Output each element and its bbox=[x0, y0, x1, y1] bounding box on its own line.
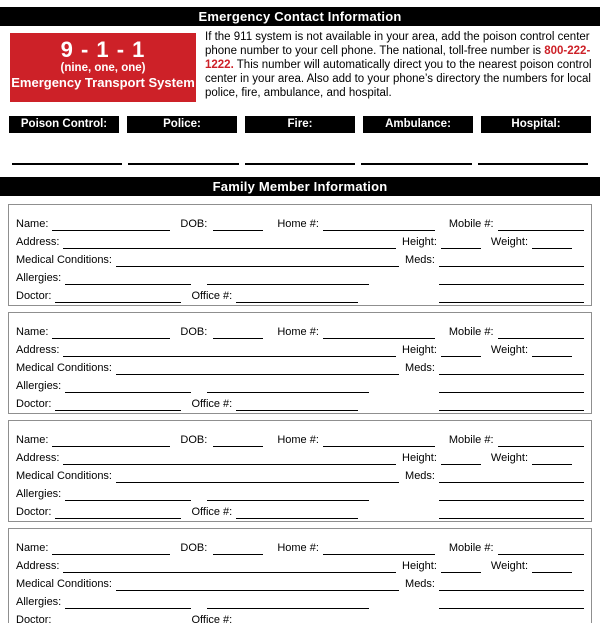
name-label: Name: bbox=[16, 326, 49, 338]
contact-label-police: Police: bbox=[127, 116, 237, 133]
meds-blank-line bbox=[439, 470, 584, 483]
height-label: Height: bbox=[402, 344, 437, 356]
family-row-3 bbox=[16, 465, 584, 483]
family-row-5 bbox=[16, 393, 584, 411]
mobile-number-label: Mobile #: bbox=[448, 542, 494, 554]
meds-label: Meds: bbox=[405, 254, 435, 266]
medical-conditions-blank-line bbox=[116, 470, 399, 483]
office-number-label: Office #: bbox=[191, 398, 233, 410]
weight-label: Weight: bbox=[490, 560, 528, 572]
weight-label: Weight: bbox=[490, 452, 528, 464]
address-label: Address: bbox=[16, 452, 60, 464]
address-blank-line bbox=[63, 452, 396, 465]
family-row-1 bbox=[16, 537, 584, 555]
height-blank-line bbox=[441, 560, 481, 573]
family-member-list bbox=[0, 204, 600, 623]
name-blank-line bbox=[52, 434, 170, 447]
contact-label-hospital: Hospital: bbox=[481, 116, 591, 133]
home-number-blank-line bbox=[323, 434, 435, 447]
office-number-blank-line bbox=[236, 290, 358, 303]
dob-label: DOB: bbox=[180, 218, 208, 230]
medical-conditions-label: Medical Conditions: bbox=[16, 254, 112, 266]
meds-continued-blank-line bbox=[439, 596, 584, 609]
contact-label-poison-control: Poison Control: bbox=[9, 116, 119, 133]
height-blank-line bbox=[441, 344, 481, 357]
intro-text-before: If the 911 system is not available in your area, add the poison control center phone number to your cell phone. The national, toll-free number is bbox=[205, 31, 590, 57]
height-blank-line bbox=[441, 452, 481, 465]
family-member-box bbox=[8, 420, 592, 522]
dob-blank-line bbox=[213, 326, 263, 339]
contact-labels-row bbox=[9, 116, 591, 133]
meds-blank-line bbox=[439, 254, 584, 267]
ambulance-blank-line bbox=[361, 161, 471, 165]
weight-blank-line bbox=[532, 560, 572, 573]
address-label: Address: bbox=[16, 344, 60, 356]
dob-blank-line bbox=[213, 542, 263, 555]
allergies-label: Allergies: bbox=[16, 488, 62, 500]
contact-label-ambulance: Ambulance: bbox=[363, 116, 473, 133]
office-number-label: Office #: bbox=[191, 290, 233, 302]
home-number-blank-line bbox=[323, 542, 435, 555]
weight-blank-line bbox=[532, 452, 572, 465]
family-row-5 bbox=[16, 285, 584, 303]
allergies-continued-blank-line bbox=[207, 596, 369, 609]
family-row-1 bbox=[16, 321, 584, 339]
family-row-4 bbox=[16, 267, 584, 285]
meds-continued-blank-line bbox=[439, 380, 584, 393]
weight-blank-line bbox=[532, 344, 572, 357]
allergies-continued-blank-line bbox=[207, 272, 369, 285]
doctor-label: Doctor: bbox=[16, 614, 52, 623]
office-number-blank-line bbox=[236, 398, 358, 411]
weight-label: Weight: bbox=[490, 236, 528, 248]
dob-label: DOB: bbox=[180, 326, 208, 338]
family-member-box bbox=[8, 312, 592, 414]
medical-conditions-label: Medical Conditions: bbox=[16, 578, 112, 590]
height-label: Height: bbox=[402, 452, 437, 464]
intro-text-after: This number will automatically direct you to the nearest poison control center in your area. Also add to your phone’s directory the numbers for local police, fire, ambulance, and hospital. bbox=[205, 59, 592, 99]
medical-conditions-label: Medical Conditions: bbox=[16, 470, 112, 482]
family-row-5 bbox=[16, 609, 584, 623]
home-number-label: Home #: bbox=[277, 542, 319, 554]
dob-label: DOB: bbox=[180, 434, 208, 446]
intro-paragraph bbox=[205, 30, 595, 100]
section-header-family-member: Family Member Information bbox=[0, 177, 600, 196]
height-label: Height: bbox=[402, 560, 437, 572]
911-caption: (nine, one, one) bbox=[60, 62, 146, 74]
home-number-blank-line bbox=[323, 218, 435, 231]
allergies-blank-line bbox=[65, 272, 191, 285]
name-blank-line bbox=[52, 326, 170, 339]
family-row-4 bbox=[16, 591, 584, 609]
mobile-number-label: Mobile #: bbox=[448, 218, 494, 230]
name-blank-line bbox=[52, 218, 170, 231]
home-number-label: Home #: bbox=[277, 434, 319, 446]
fire-blank-line bbox=[245, 161, 355, 165]
doctor-label: Doctor: bbox=[16, 506, 52, 518]
police-blank-line bbox=[128, 161, 238, 165]
mobile-number-blank-line bbox=[498, 326, 584, 339]
family-member-box bbox=[8, 528, 592, 623]
name-blank-line bbox=[52, 542, 170, 555]
emergency-911-panel bbox=[10, 33, 196, 102]
allergies-continued-blank-line bbox=[207, 380, 369, 393]
top-row bbox=[10, 33, 595, 102]
mobile-number-blank-line bbox=[498, 434, 584, 447]
address-label: Address: bbox=[16, 236, 60, 248]
weight-label: Weight: bbox=[490, 344, 528, 356]
medical-conditions-blank-line bbox=[116, 578, 399, 591]
dob-label: DOB: bbox=[180, 542, 208, 554]
medical-conditions-blank-line bbox=[116, 362, 399, 375]
dob-blank-line bbox=[213, 218, 263, 231]
meds-label: Meds: bbox=[405, 362, 435, 374]
height-blank-line bbox=[441, 236, 481, 249]
mobile-number-blank-line bbox=[498, 218, 584, 231]
name-label: Name: bbox=[16, 218, 49, 230]
allergies-blank-line bbox=[65, 380, 191, 393]
911-number: 9 - 1 - 1 bbox=[60, 37, 146, 62]
911-subtitle: Emergency Transport System bbox=[11, 75, 195, 90]
doctor-label: Doctor: bbox=[16, 398, 52, 410]
address-blank-line bbox=[63, 344, 396, 357]
medical-conditions-label: Medical Conditions: bbox=[16, 362, 112, 374]
address-blank-line bbox=[63, 560, 396, 573]
doctor-blank-line bbox=[55, 506, 181, 519]
family-row-2 bbox=[16, 339, 584, 357]
doctor-blank-line bbox=[55, 398, 181, 411]
section-header-emergency-contact: Emergency Contact Information bbox=[0, 7, 600, 26]
mobile-number-label: Mobile #: bbox=[448, 326, 494, 338]
family-row-2 bbox=[16, 231, 584, 249]
meds-continued-blank-line bbox=[439, 272, 584, 285]
meds-continued-blank-line-2 bbox=[439, 614, 584, 623]
address-label: Address: bbox=[16, 560, 60, 572]
address-blank-line bbox=[63, 236, 396, 249]
contact-label-fire: Fire: bbox=[245, 116, 355, 133]
name-label: Name: bbox=[16, 542, 49, 554]
weight-blank-line bbox=[532, 236, 572, 249]
family-row-3 bbox=[16, 249, 584, 267]
name-label: Name: bbox=[16, 434, 49, 446]
allergies-label: Allergies: bbox=[16, 596, 62, 608]
home-number-blank-line bbox=[323, 326, 435, 339]
family-row-1 bbox=[16, 429, 584, 447]
home-number-label: Home #: bbox=[277, 326, 319, 338]
mobile-number-blank-line bbox=[498, 542, 584, 555]
family-row-3 bbox=[16, 573, 584, 591]
doctor-blank-line bbox=[55, 614, 181, 623]
meds-continued-blank-line-2 bbox=[439, 398, 584, 411]
allergies-label: Allergies: bbox=[16, 272, 62, 284]
allergies-blank-line bbox=[65, 488, 191, 501]
meds-continued-blank-line bbox=[439, 488, 584, 501]
family-row-4 bbox=[16, 483, 584, 501]
office-number-label: Office #: bbox=[191, 506, 233, 518]
meds-label: Meds: bbox=[405, 578, 435, 590]
family-member-box bbox=[8, 204, 592, 306]
family-row-4 bbox=[16, 375, 584, 393]
allergies-label: Allergies: bbox=[16, 380, 62, 392]
meds-blank-line bbox=[439, 362, 584, 375]
height-label: Height: bbox=[402, 236, 437, 248]
family-row-5 bbox=[16, 501, 584, 519]
family-row-2 bbox=[16, 447, 584, 465]
meds-continued-blank-line-2 bbox=[439, 506, 584, 519]
mobile-number-label: Mobile #: bbox=[448, 434, 494, 446]
allergies-continued-blank-line bbox=[207, 488, 369, 501]
poison-control-blank-line bbox=[12, 161, 122, 165]
allergies-blank-line bbox=[65, 596, 191, 609]
meds-label: Meds: bbox=[405, 470, 435, 482]
meds-blank-line bbox=[439, 578, 584, 591]
medical-conditions-blank-line bbox=[116, 254, 399, 267]
office-number-label: Office #: bbox=[191, 614, 233, 623]
family-row-1 bbox=[16, 213, 584, 231]
contact-lines-row bbox=[9, 161, 591, 165]
poison-control-phone-number: 800-222-1222. bbox=[205, 45, 591, 71]
family-row-2 bbox=[16, 555, 584, 573]
hospital-blank-line bbox=[478, 161, 588, 165]
office-number-blank-line bbox=[236, 614, 358, 623]
doctor-blank-line bbox=[55, 290, 181, 303]
family-row-3 bbox=[16, 357, 584, 375]
meds-continued-blank-line-2 bbox=[439, 290, 584, 303]
doctor-label: Doctor: bbox=[16, 290, 52, 302]
dob-blank-line bbox=[213, 434, 263, 447]
home-number-label: Home #: bbox=[277, 218, 319, 230]
office-number-blank-line bbox=[236, 506, 358, 519]
